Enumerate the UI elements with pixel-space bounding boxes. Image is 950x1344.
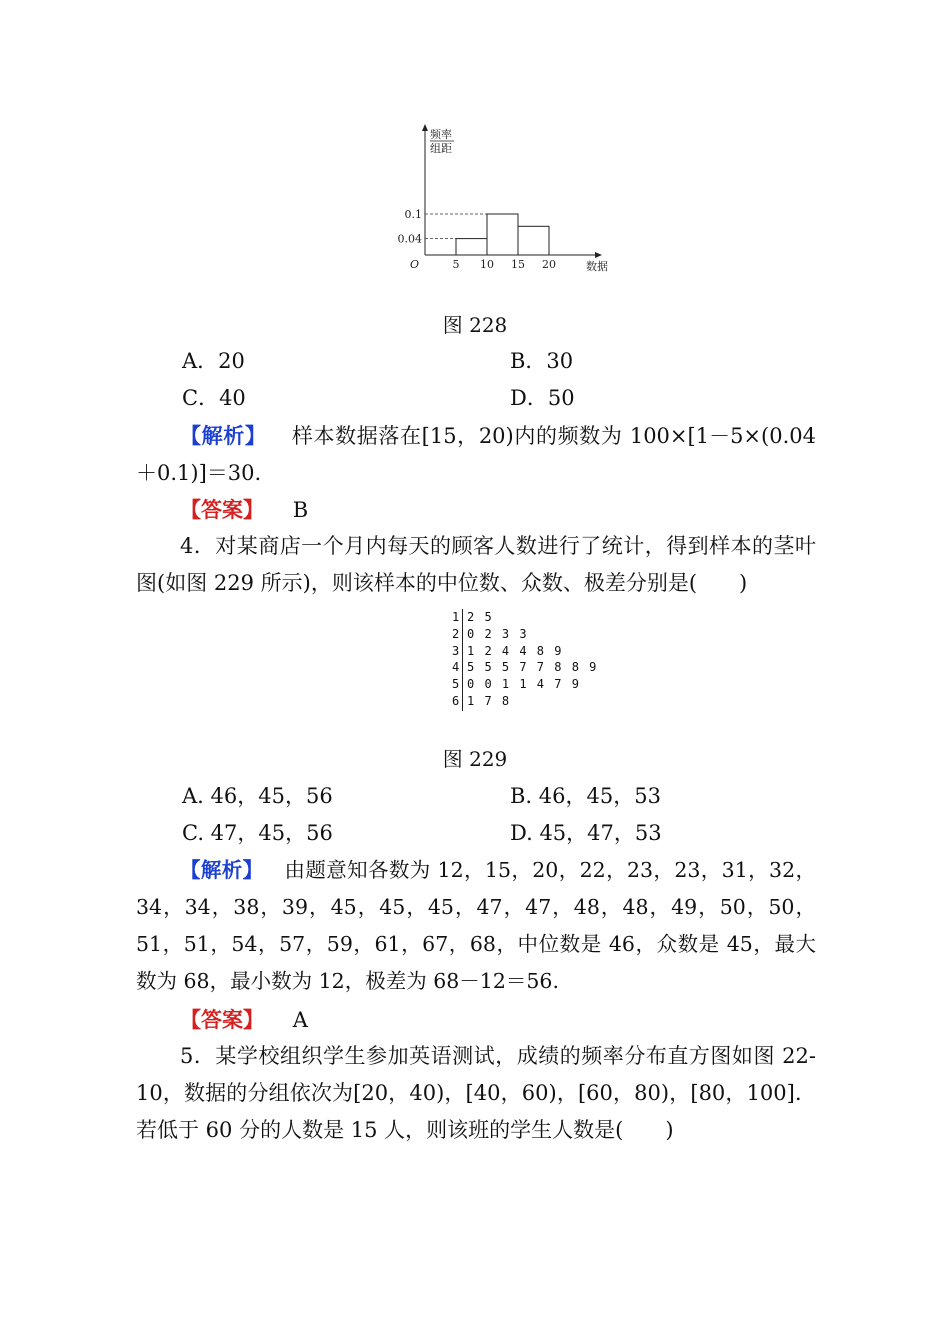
- q4-analysis-text: 由题意知各数为 12，15，20，22，23，23，31，32，34，34，38，39，45，45，45，47，47，48，48，49，50，50，51，51，54，57，59，61，67，68，中位数是 46，众数是 45，最大数为 68，最小数为 12，极差为 68－12＝56.: [136, 858, 816, 993]
- stem-leaf-row: [452, 626, 598, 643]
- stem-leaf-plot: [452, 609, 598, 710]
- x-tick-label: 20: [542, 258, 556, 271]
- q3-option-a: A．20: [182, 349, 245, 373]
- stem: 3: [452, 643, 460, 658]
- leaves: 1 2 4 4 8 9: [467, 643, 563, 658]
- origin-label: O: [409, 258, 419, 271]
- histogram-bar: [518, 226, 549, 255]
- histogram-bars: [456, 214, 549, 255]
- stem: 5: [452, 677, 460, 692]
- answer-tag: 【答案】: [180, 1007, 264, 1032]
- x-tick-label: 10: [480, 258, 494, 271]
- stem: 6: [452, 693, 460, 708]
- stem-leaf-row: [452, 659, 598, 676]
- q3-answer: [180, 496, 308, 524]
- leaves: 0 0 1 1 4 7 9: [467, 677, 581, 692]
- q4-option-a: A. 46，45，56: [182, 784, 333, 808]
- y-axis-label-numerator: 频率: [430, 128, 452, 141]
- stem-leaf-row: [452, 609, 598, 626]
- x-tick-label: 5: [452, 258, 460, 271]
- y-axis-arrow: [422, 124, 428, 131]
- x-tick-label: 15: [511, 258, 525, 271]
- histogram-bar: [487, 214, 518, 255]
- y-tick-label: 0.04: [397, 232, 422, 246]
- stem-leaf-row: [452, 643, 598, 660]
- q4-option-b: B. 46，45，53: [510, 784, 661, 808]
- leaves: 2 5: [467, 610, 494, 624]
- q3-analysis-text: 样本数据落在[15，20)内的频数为 100×[1－5×(0.04＋0.1)]＝30.: [136, 424, 816, 485]
- analysis-tag: 【解析】: [180, 858, 264, 882]
- leaves: 0 2 3 3: [467, 626, 529, 641]
- q4-option-c: C. 47，45，56: [182, 821, 333, 845]
- stem: 1: [452, 610, 460, 624]
- q5-question: 5．某学校组织学生参加英语测试，成绩的频率分布直方图如图 22-10，数据的分组依次为[20，40)，[40，60)，[60，80)，[80，100]．若低于 60 分的人数是 15 人，则该班的学生人数是( ): [136, 1044, 816, 1142]
- stem: 2: [452, 626, 460, 641]
- q3-option-d: D．50: [510, 386, 575, 410]
- stem-leaf-divider: [462, 609, 463, 711]
- q3-answer-value: B: [292, 498, 309, 522]
- y-axis-label-denominator: 组距: [430, 142, 452, 155]
- q4-answer-value: A: [292, 1008, 308, 1032]
- y-tick-label: 0.1: [404, 208, 422, 221]
- leaves: 5 5 5 7 7 8 8 9: [467, 660, 598, 675]
- histogram-labels: [398, 127, 609, 273]
- q3-analysis: [136, 417, 816, 492]
- figure-229-caption: 图 229: [442, 747, 508, 771]
- q3-option-c: C．40: [182, 386, 246, 410]
- stem-leaf-row: [452, 693, 598, 710]
- x-axis-arrow: [595, 252, 602, 258]
- histogram-bar: [456, 239, 487, 255]
- q4-question: 4．对某商店一个月内每天的顾客人数进行了统计，得到样本的茎叶图(如图 229 所示)，则该样本的中位数、众数、极差分别是( ): [136, 534, 816, 595]
- q4-analysis: [136, 852, 816, 1000]
- x-axis-label: 数据: [586, 260, 608, 273]
- histogram-chart: [380, 120, 620, 280]
- stem-leaf-row: [452, 676, 598, 693]
- analysis-tag: 【解析】: [180, 423, 267, 448]
- q3-option-b: B．30: [510, 349, 574, 373]
- answer-tag: 【答案】: [180, 497, 264, 522]
- figure-228-caption: 图 228: [442, 313, 508, 337]
- leaves: 1 7 8: [467, 693, 511, 708]
- q4-answer: [180, 1006, 308, 1034]
- q4-option-d: D. 45，47，53: [510, 821, 662, 845]
- stem: 4: [452, 660, 460, 675]
